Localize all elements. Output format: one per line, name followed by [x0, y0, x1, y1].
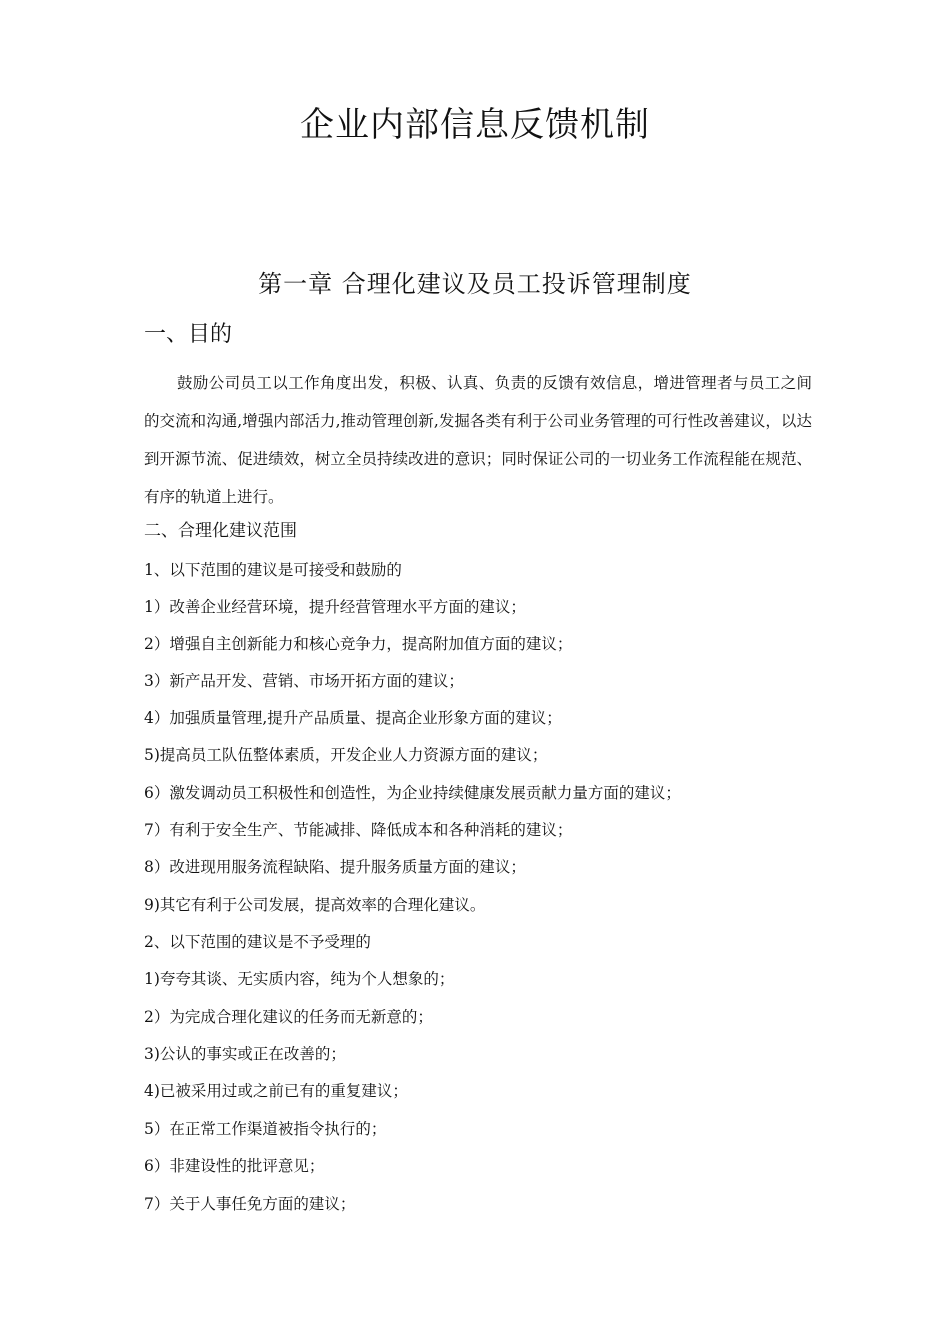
- rejected-item: 5）在正常工作渠道被指令执行的；: [144, 1120, 387, 1138]
- rejected-item: 4)已被采用过或之前已有的重复建议；: [144, 1082, 408, 1100]
- accepted-item: 7）有利于安全生产、节能减排、降低成本和各种消耗的建议；: [144, 821, 573, 839]
- chapter-title: 第一章 合理化建议及员工投诉管理制度: [258, 270, 692, 298]
- accepted-item: 5)提高员工队伍整体素质，开发企业人力资源方面的建议；: [144, 746, 548, 764]
- accepted-item: 6）激发调动员工积极性和创造性，为企业持续健康发展贡献力量方面的建议；: [144, 784, 681, 802]
- accepted-item: 8）改进现用服务流程缺陷、提升服务质量方面的建议；: [144, 858, 526, 876]
- rejected-item: 2）为完成合理化建议的任务而无新意的；: [144, 1008, 433, 1026]
- rejected-item: 1)夸夸其谈、无实质内容，纯为个人想象的；: [144, 970, 455, 988]
- section-heading-purpose: 一、目的: [144, 322, 233, 347]
- document-title: 企业内部信息反馈机制: [300, 105, 650, 145]
- accepted-item: 9)其它有利于公司发展，提高效率的合理化建议。: [144, 896, 486, 914]
- accepted-item: 4）加强质量管理,提升产品质量、提高企业形象方面的建议；: [144, 709, 562, 727]
- rejected-item: 7）关于人事任免方面的建议；: [144, 1195, 356, 1213]
- rejected-item: 3)公认的事实或正在改善的；: [144, 1045, 346, 1063]
- accepted-item: 3）新产品开发、营销、市场开拓方面的建议；: [144, 672, 464, 690]
- rejected-scope-heading: 2、以下范围的建议是不予受理的: [144, 933, 371, 951]
- purpose-paragraph: 鼓励公司员工以工作角度出发，积极、认真、负责的反馈有效信息，增进管理者与员工之间的交流和沟通,增强内部活力,推动管理创新,发掘各类有利于公司业务管理的可行性改善建议，以达到开源节流、促进绩效，树立全员持续改进的意识；同时保证公司的一切业务工作流程能在规范、有序的轨道上进行。: [144, 374, 812, 506]
- rejected-item: 6）非建设性的批评意见；: [144, 1157, 325, 1175]
- accepted-item: 2）增强自主创新能力和核心竞争力，提高附加值方面的建议；: [144, 635, 573, 653]
- accepted-item: 1）改善企业经营环境，提升经营管理水平方面的建议；: [144, 598, 526, 616]
- section-heading-scope: 二、合理化建议范围: [144, 521, 297, 541]
- accepted-scope-heading: 1、以下范围的建议是可接受和鼓励的: [144, 561, 402, 579]
